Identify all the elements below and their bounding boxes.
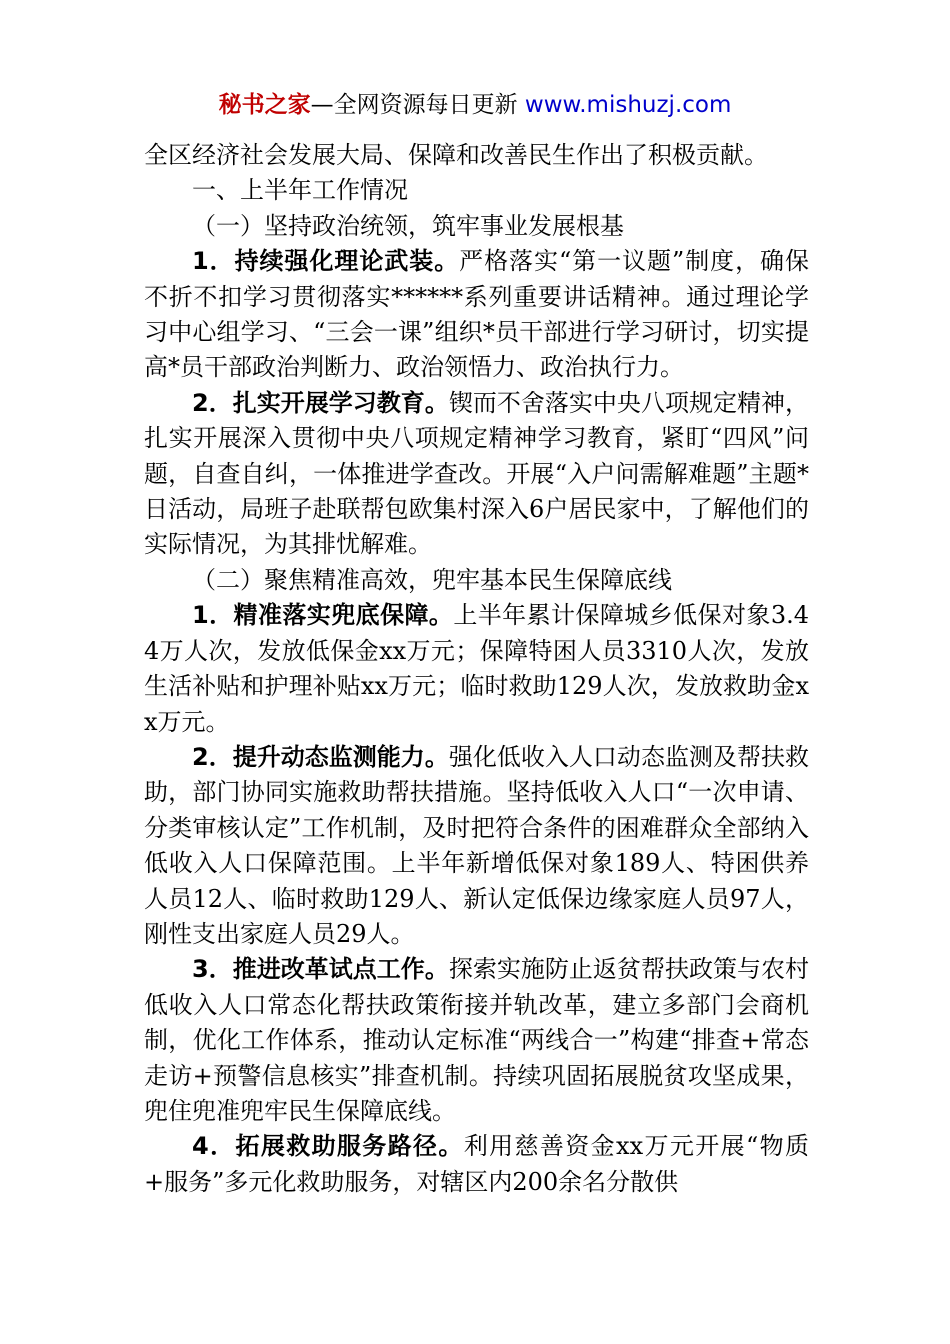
item-paragraph bbox=[144, 386, 809, 563]
brand-name: 秘书之家 bbox=[218, 92, 311, 118]
section-heading-1: 一、上半年工作情况 bbox=[192, 176, 408, 205]
item-paragraph bbox=[144, 952, 809, 1129]
item-paragraph bbox=[144, 1129, 809, 1200]
item-text: 探索实施防止返贫帮扶政策与农村低收入人口常态化帮扶政策衔接并轨改革，建立多部门会商机制，优化工作体系，推动认定标准“两线合一”构建“排查+常态走访+预警信息核实”排查机制。持续巩固拓展脱贫攻坚成果，兜住兜准兜牢民生保障底线。 bbox=[144, 955, 810, 1125]
item-text: 上半年累计保障城乡低保对象3.44万人次，发放低保金xx万元；保障特困人员3310人次，发放生活补贴和护理补贴xx万元；临时救助129人次，发放救助金xx万元。 bbox=[144, 601, 809, 736]
item-heading: 2．提升动态监测能力。 bbox=[192, 742, 449, 771]
item-paragraph bbox=[144, 598, 809, 740]
subsection-heading-1: （一）坚持政治统领，筑牢事业发展根基 bbox=[192, 211, 624, 240]
item-heading: 1．持续强化理论武装。 bbox=[192, 247, 460, 276]
site-url-link[interactable]: www.mishuzj.com bbox=[524, 92, 732, 118]
item-heading: 2．扎实开展学习教育。 bbox=[192, 388, 449, 417]
site-header bbox=[0, 88, 950, 122]
item-text: 利用慈善资金xx万元开展“物质+服务”多元化救助服务，对辖区内200余名分散供 bbox=[144, 1132, 810, 1196]
item-heading: 3．推进改革试点工作。 bbox=[192, 955, 449, 984]
item-text: 严格落实“第一议题”制度，确保不折不扣学习贯彻落实******系列重要讲话精神。通过理论学习中心组学习、“三会一课”组织*员干部进行学习研讨，切实提高*员干部政治判断力、政治领悟力、政治执行力。 bbox=[144, 247, 809, 382]
item-heading: 4．拓展救助服务路径。 bbox=[192, 1132, 464, 1161]
item-text: 锲而不舍落实中央八项规定精神，扎实开展深入贯彻中央八项规定精神学习教育，紧盯“四风”问题，自查自纠，一体推进学查改。开展“入户问需解难题”主题*日活动，局班子赴联帮包欧集村深入6户居民家中，了解他们的实际情况，为其排忧解难。 bbox=[144, 388, 810, 559]
subsection-heading-2: （二）聚焦精准高效，兜牢基本民生保障底线 bbox=[192, 565, 672, 594]
document-body bbox=[144, 138, 809, 1200]
item-text: 强化低收入人口动态监测及帮扶救助，部门协同实施救助帮扶措施。坚持低收入人口“一次申请、分类审核认定”工作机制，及时把符合条件的困难群众全部纳入低收入人口保障范围。上半年新增低保对象189人、特困供养人员12人、临时救助129人、新认定低保边缘家庭人员97人，刚性支出家庭人员29人。 bbox=[144, 742, 810, 948]
paragraph-intro-continuation: 全区经济社会发展大局、保障和改善民生作出了积极贡献。 bbox=[144, 141, 768, 169]
header-tagline: —全网资源每日更新 bbox=[310, 92, 525, 118]
item-heading: 1．精准落实兜底保障。 bbox=[192, 601, 454, 630]
item-paragraph bbox=[144, 740, 809, 952]
item-paragraph bbox=[144, 244, 809, 386]
